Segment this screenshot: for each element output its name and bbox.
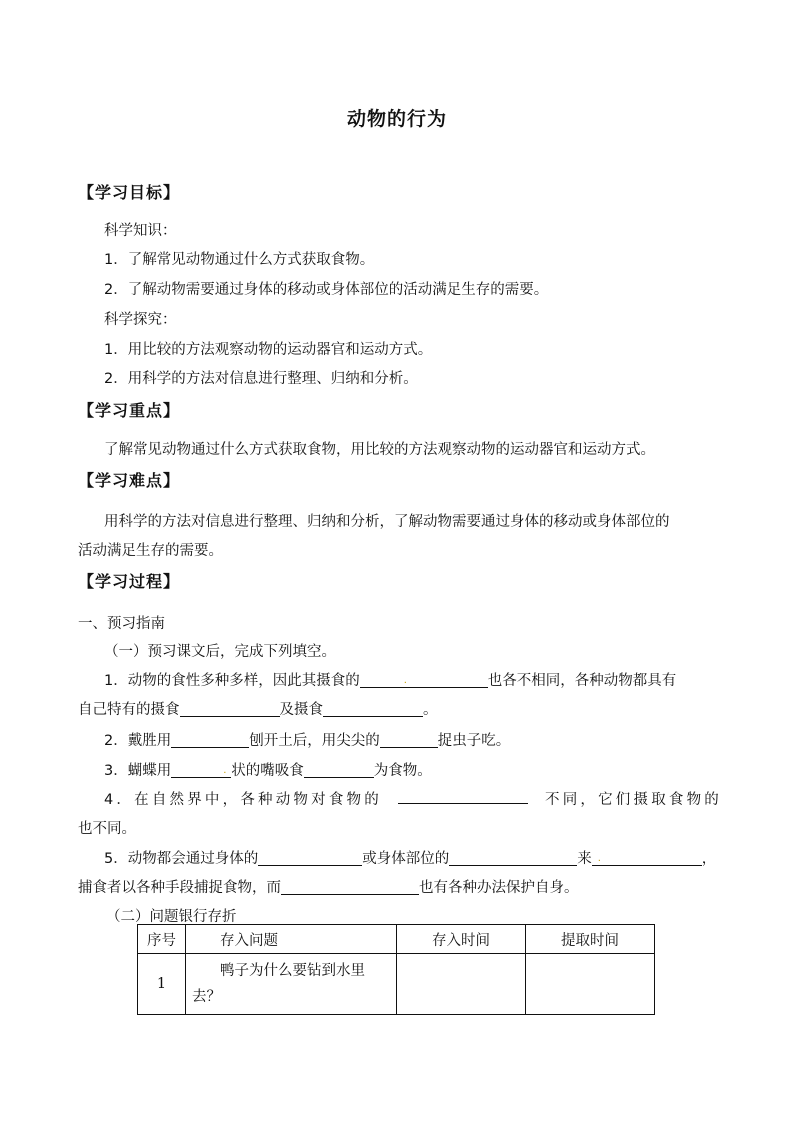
- row-withdraw-time[interactable]: [526, 954, 655, 1015]
- question-2: 2．戴胜用 刨开土后，用尖尖的 捉虫子吃。: [104, 733, 511, 749]
- knowledge-item-1: 1．了解常见动物通过什么方式获取食物。: [104, 252, 375, 268]
- question-4-line-1: 4．在自然界中，各种动物对食物的 不同，它们摄取食物的: [104, 788, 722, 809]
- blank-feeding-organ[interactable]: [180, 701, 280, 717]
- key-points-heading: 【学习重点】: [78, 401, 181, 420]
- header-withdraw-time: 提取时间: [526, 925, 655, 954]
- blank-feeding-way[interactable]: [323, 701, 423, 717]
- question-4-line-2: 也不同。: [78, 821, 136, 837]
- key-points-text: 了解常见动物通过什么方式获取食物，用比较的方法观察动物的运动器官和运动方式。: [104, 442, 655, 458]
- inquiry-item-2: 2．用科学的方法对信息进行整理、归纳和分析。: [104, 371, 418, 387]
- header-no: 序号: [138, 925, 186, 954]
- goals-heading: 【学习目标】: [78, 183, 181, 202]
- question-text-line-2: 去？: [192, 989, 221, 1005]
- table-row: [138, 954, 655, 1015]
- question-3: 3．蝴蝶用 . 状的嘴吸食 为食物。: [104, 763, 432, 779]
- blank-food-requirement[interactable]: [398, 788, 528, 804]
- subsection-fill-blanks: （一）预习课文后，完成下列填空。: [104, 644, 336, 660]
- question-1-line-2: 自己特有的摄食 及摄食 。: [78, 702, 438, 718]
- question-bank-table: [137, 924, 655, 1015]
- inquiry-item-1: 1．用比较的方法观察动物的运动器官和运动方式。: [104, 342, 433, 358]
- blank-butterfly-food[interactable]: [304, 762, 374, 778]
- process-heading: 【学习过程】: [78, 572, 181, 591]
- table-header-row: [138, 925, 655, 954]
- page-title: 动物的行为: [346, 108, 447, 130]
- blank-feeding-method[interactable]: .: [360, 672, 488, 688]
- knowledge-label: 科学知识：: [104, 223, 177, 239]
- blank-body-movement[interactable]: [258, 850, 362, 866]
- knowledge-item-2: 2．了解动物需要通过身体的移动或身体部位的活动满足生存的需要。: [104, 282, 549, 298]
- header-question: 存入问题: [186, 925, 397, 954]
- row-deposit-time[interactable]: [397, 954, 526, 1015]
- blank-hoopoe-beak[interactable]: [380, 732, 438, 748]
- header-deposit-time: 存入时间: [397, 925, 526, 954]
- blank-prey[interactable]: [281, 879, 419, 895]
- difficulties-line-1: 用科学的方法对信息进行整理、归纳和分析，了解动物需要通过身体的移动或身体部位的: [104, 514, 670, 530]
- subsection-question-bank: （二）问题银行存折: [106, 909, 237, 925]
- section-preview-guide: 一、预习指南: [78, 616, 165, 632]
- row-question[interactable]: [186, 954, 397, 1015]
- blank-butterfly-mouth[interactable]: .: [171, 762, 231, 778]
- question-5-line-1: 5．动物都会通过身体的 或身体部位的 来 . ，: [104, 851, 717, 867]
- question-1-line-1: 1．动物的食性多种多样，因此其摄食的 . 也各不相同，各种动物都具有: [104, 673, 677, 689]
- difficulties-heading: 【学习难点】: [78, 471, 181, 490]
- question-5-line-2: 捕食者以各种手段捕捉食物，而 也有各种办法保护自身。: [78, 880, 579, 896]
- question-text-line-1: 鸭子为什么要钻到水里: [220, 963, 365, 979]
- difficulties-line-2: 活动满足生存的需要。: [78, 543, 223, 559]
- blank-body-part-activity[interactable]: [449, 850, 577, 866]
- blank-survival-need[interactable]: .: [592, 850, 702, 866]
- blank-hoopoe-tool[interactable]: [171, 732, 249, 748]
- row-no: 1: [138, 954, 186, 1015]
- inquiry-label: 科学探究：: [104, 312, 177, 328]
